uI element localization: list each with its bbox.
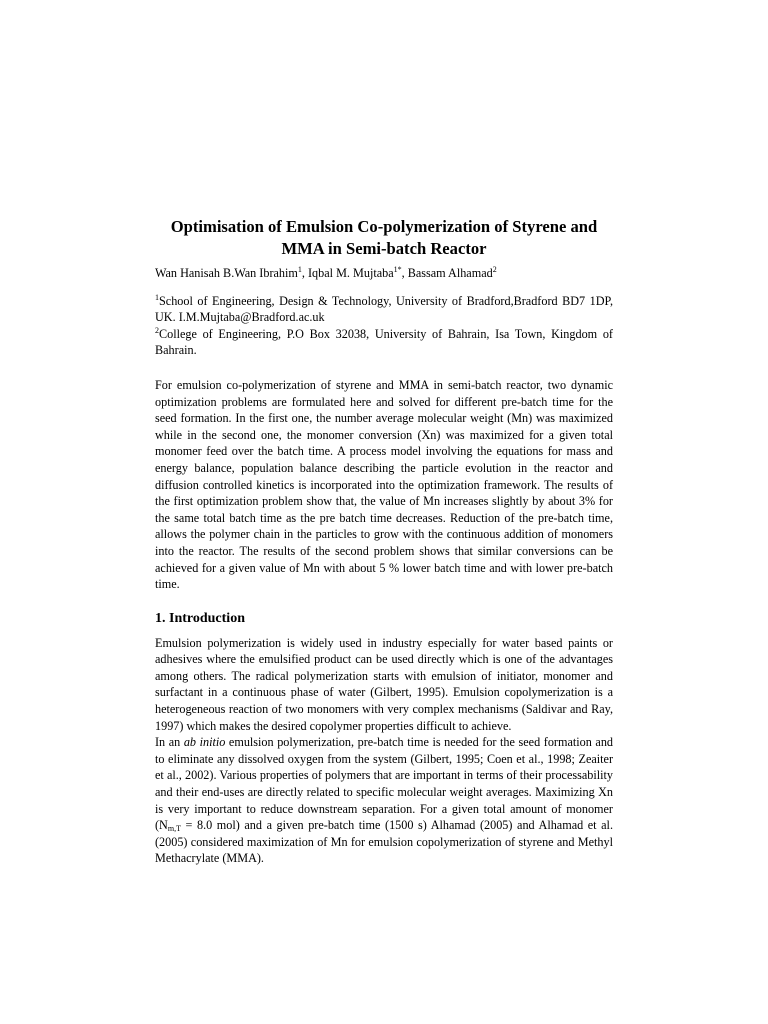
affiliation-list [155, 293, 613, 359]
paper-content [155, 216, 613, 867]
text-run: emulsion polymerization, pre-batch time is needed for the seed formation and to eliminate any dissolved oxygen from the system (Gilbert, 1995; Coen et al., 1998; Zeaiter et al., 2002). Various properties of polymers that are important in terms of their processability and their end-uses are directly related to specific molecular weight averages. Maximizing Xn is very important to reduce downstream separation. For a given total amount of monomer (N [155, 735, 614, 833]
paper-title: Optimisation of Emulsion Co-polymerization of Styrene and MMA in Semi-batch Reactor [170, 217, 598, 258]
affiliation-mark: 2 [155, 325, 159, 335]
author-affiliation-mark: 1 [297, 265, 302, 274]
author-name: Iqbal M. Mujtaba [308, 266, 394, 280]
body-paragraph [155, 734, 613, 867]
author-name: Wan Hanisah B.Wan Ibrahim [155, 266, 298, 280]
author-list: Wan Hanisah B.Wan Ibrahim$^1$, Iqbal M. Mujtaba$^{1*}$, Bassam Alhamad$^2$ [155, 265, 497, 280]
affiliation-mark: 1 [155, 292, 159, 302]
affiliation-text: College of Engineering, P.O Box 32038, University of Bahrain, Isa Town, Kingdom of Bahrain. [155, 326, 613, 358]
text-run: In an [155, 735, 184, 750]
body-paragraph: Emulsion polymerization is widely used in industry especially for water based paints or adhesives where the emulsified product can be used directly which is one of the advantages among others. The radical polymerization starts with emulsion of initiator, monomer and surfactant in a continuous phase of water (Gilbert, 1995). Emulsion copolymerization is a heterogeneous reaction of two monomers with very complex mechanisms (Saldivar and Ray, 1997) which makes the desired copolymer properties difficult to achieve. [155, 635, 613, 733]
affiliation-text: School of Engineering, Design & Technology, University of Bradford,Bradford BD7 1DP, UK. I.M.Mujtaba@Bradford.ac.uk [155, 293, 613, 325]
author-affiliation-mark: 1* [393, 265, 402, 274]
italic-term: ab initio [183, 735, 226, 750]
subscript: m,T [167, 824, 181, 834]
affiliation [155, 293, 613, 326]
section-heading: 1. Introduction [155, 610, 245, 626]
author-name: Bassam Alhamad [407, 266, 493, 280]
abstract: For emulsion co-polymerization of styrene and MMA in semi-batch reactor, two dynamic optimization problems are formulated here and solved for different pre-batch time for the seed formation. In the first one, the number average molecular weight (Mn) was maximized while in the second one, the monomer conversion (Xn) was maximized for a given total monomer feed over the batch time. A process model involving the equations for mass and energy balance, population balance describing the particle evolution in the reactor and diffusion controlled kinetics is incorporated into the optimization framework. The results of the first optimization problem show that, the value of Mn increases slightly by about 3% for the same total batch time as the pre batch time decreases. Reduction of the pre-batch time, allows the polymer chain in the particles to grow with the continuous addition of monomers into the reactor. The results of the second problem shows that similar conversions can be achieved for a given value of Mn with about 5 % lower batch time and with lower pre-batch time. [155, 377, 613, 592]
text-run: = 8.0 mol) and a given pre-batch time (1500 s) Alhamad (2005) and Alhamad et al. (2005) considered maximization of Mn for emulsion copolymerization of styrene and Methyl Methacrylate (MMA). [155, 818, 613, 866]
affiliation [155, 326, 613, 359]
author-affiliation-mark: 2 [492, 265, 497, 274]
